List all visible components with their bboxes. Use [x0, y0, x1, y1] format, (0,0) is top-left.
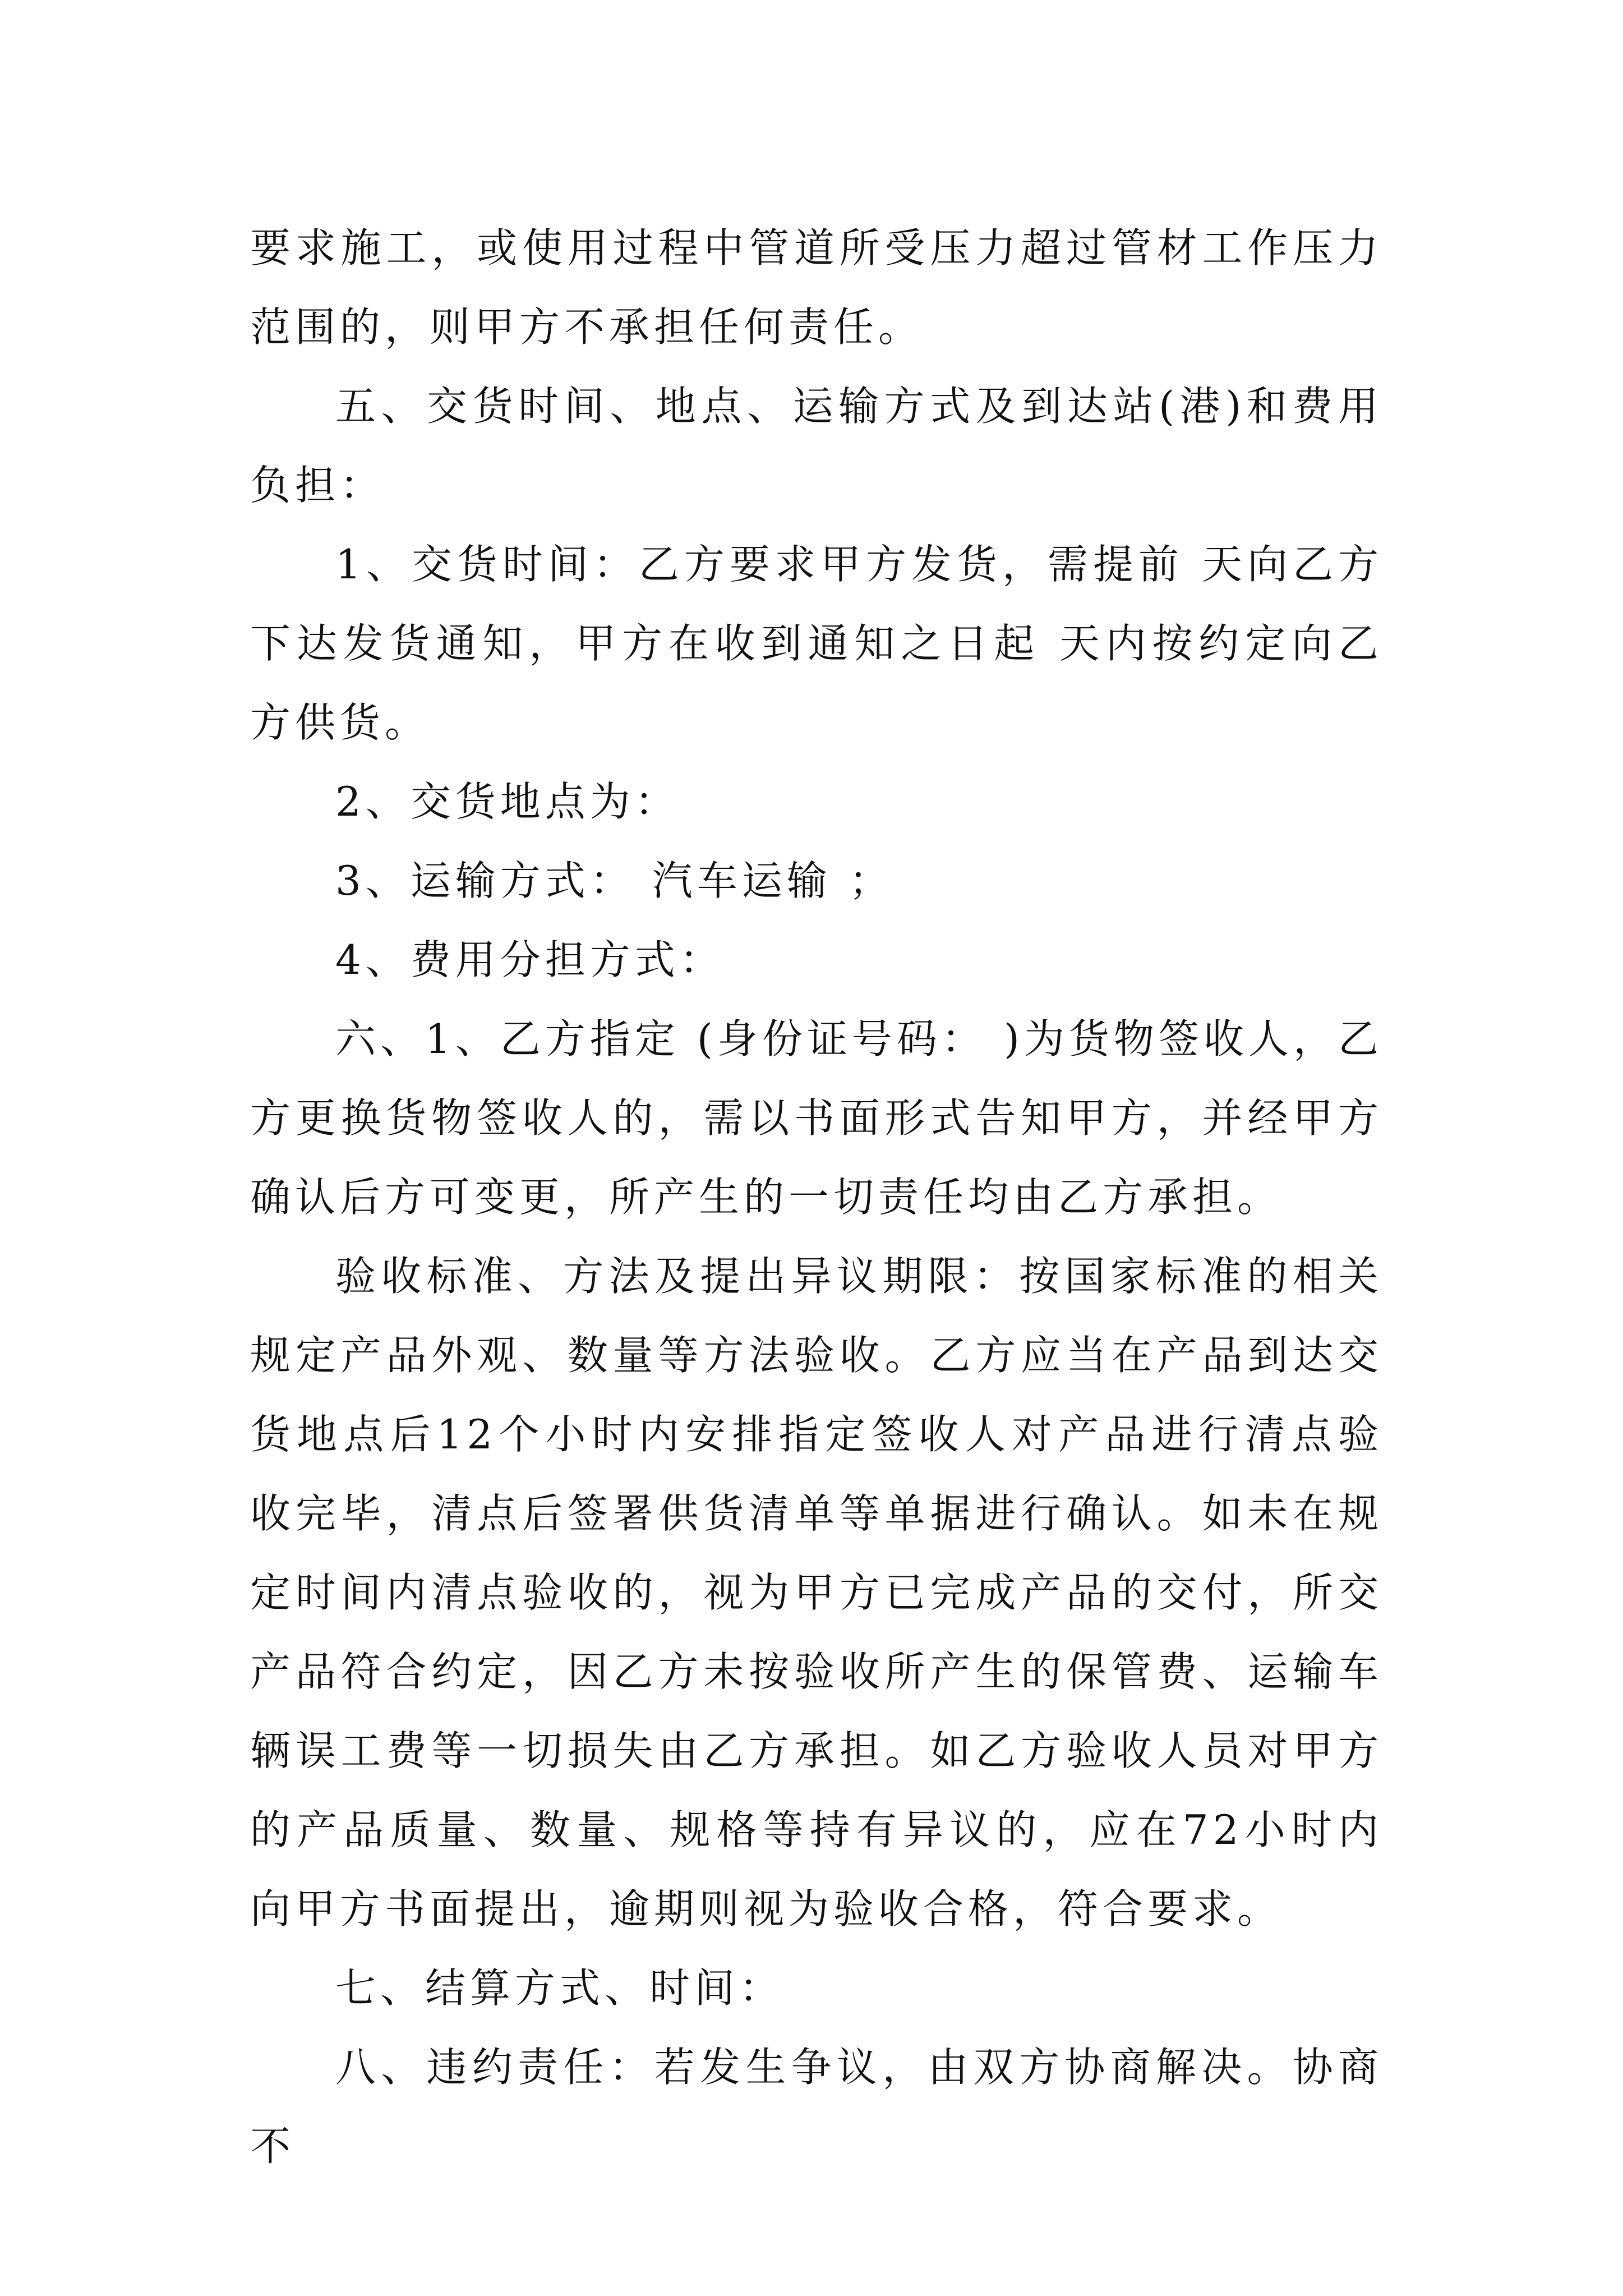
paragraph-10: 八、违约责任：若发生争议，由双方协商解决。协商不: [250, 2044, 1383, 2170]
paragraph-1: 要求施工，或使用过程中管道所受压力超过管材工作压力范围的，则甲方不承担任何责任。: [250, 224, 1383, 351]
paragraph-2: 五、交货时间、地点、运输方式及到达站(港)和费用负担：: [250, 383, 1383, 509]
paragraph-3: 1、交货时间：乙方要求甲方发货，需提前 天向乙方下达发货通知，甲方在收到通知之日起 天内按约定向乙方供货。: [250, 541, 1383, 746]
paragraph-7: 六、1、乙方指定 (身份证号码： )为货物签收人，乙方更换货物签收人的，需以书面形式告知甲方，并经甲方确认后方可变更，所产生的一切责任均由乙方承担。: [250, 1015, 1383, 1221]
paragraph-6: 4、费用分担方式：: [335, 936, 725, 983]
paragraph-8: 验收标准、方法及提出异议期限：按国家标准的相关规定产品外观、数量等方法验收。乙方应当在产品到达交货地点后12个小时内安排指定签收人对产品进行清点验收完毕，清点后签署供货清单等单据进行确认。如未在规定时间内清点验收的，视为甲方已完成产品的交付，所交产品符合约定，因乙方未按验收所产生的保管费、运输车辆误工费等一切损失由乙方承担。如乙方验收人员对甲方的产品质量、数量、规格等持有异议的，应在72小时内向甲方书面提出，逾期则视为验收合格，符合要求。: [250, 1253, 1383, 1932]
paragraph-9: 七、结算方式、时间：: [335, 1964, 785, 2012]
document-body: [250, 209, 1383, 2186]
paragraph-4: 2、交货地点为：: [335, 778, 680, 825]
paragraph-5: 3、运输方式： 汽车运输 ；: [335, 857, 894, 904]
